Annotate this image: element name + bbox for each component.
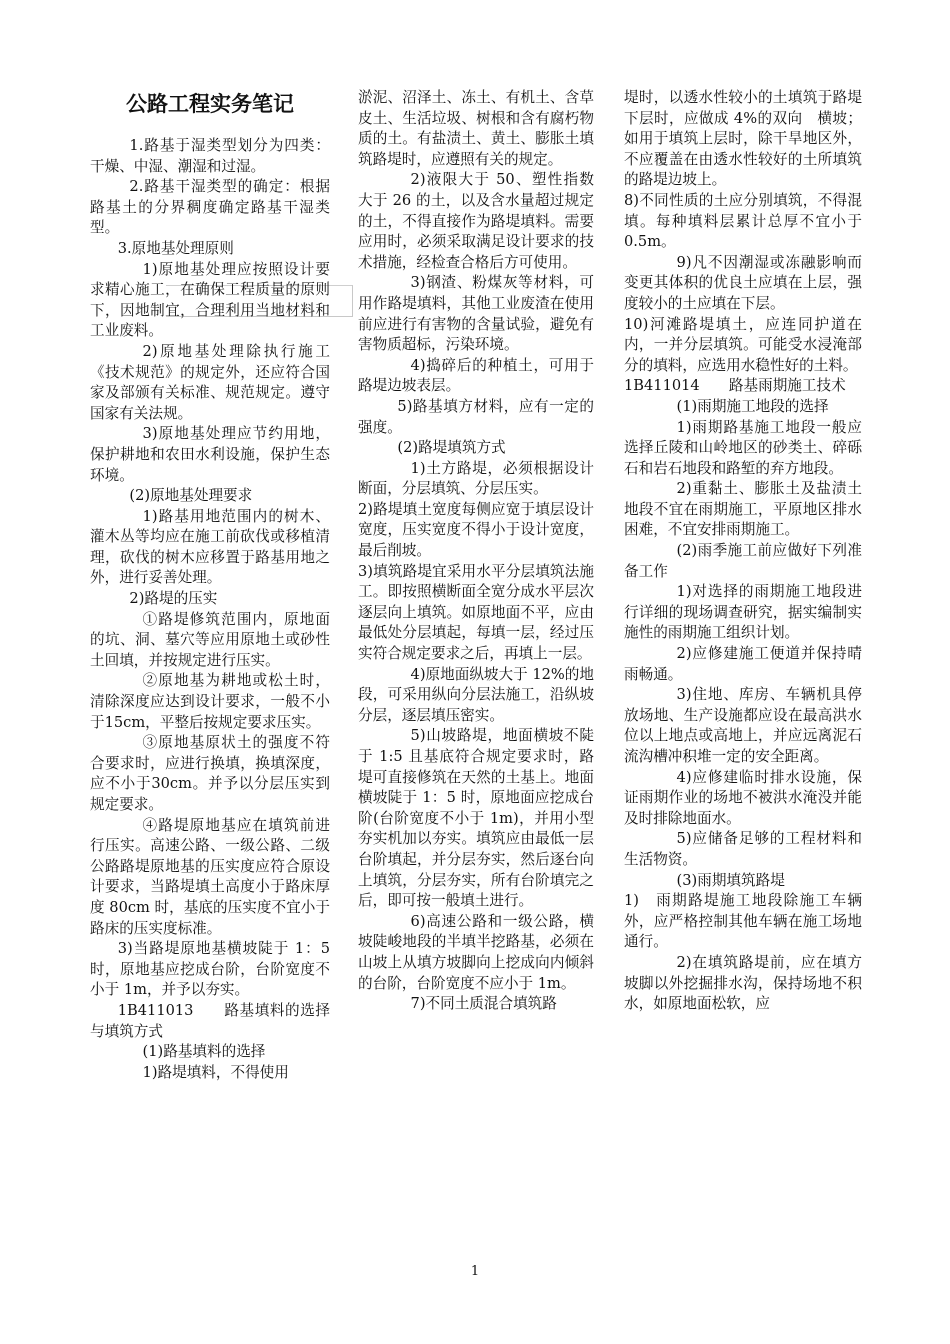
paragraph: ①路堤修筑范围内，原地面的坑、洞、墓穴等应用原地土或砂性土回填，并按规定进行压实。 [90, 610, 330, 669]
paragraph: 5)山坡路堤，地面横坡不陡于 1:5 且基底符合规定要求时，路堤可直接修筑在天然的土基上。地面横坡陡于 1：5 时，原地面应挖成台阶(台阶宽度不小于 1m)，并用小型夯实机加以夯实。填筑应由最低一层台阶填起，并分层夯实，然后逐台向上填筑，分层夯实，所有台阶填完之后，即可按一般填土进行。 [358, 727, 594, 910]
paragraph: 1)土方路堤，必须根据设计断面，分层填筑、分层压实。 [358, 459, 594, 498]
paragraph: 4)原地面纵坡大于 12%的地段，可采用纵向分层法施工，沿纵坡分层，逐层填压密实。 [358, 665, 594, 724]
paragraph: 堤时，以透水性较小的土填筑于路堤下层时，应做成 4%的双向 横坡；如用于填筑上层时，除干旱地区外，不应覆盖在由透水性较好的土所填筑的路堤边坡上。 [624, 89, 862, 189]
paragraph: 3)原地基处理应节约用地，保护耕地和农田水利设施，保护生态环境。 [90, 425, 330, 484]
paragraph: ④路堤原地基应在填筑前进行压实。高速公路、一级公路、二级公路路堤原地基的压实度应符合原设计要求，当路堤填土高度小于路床厚度 80cm 时，基底的压实度不宜小于路床的压实度标准。 [90, 816, 330, 937]
paragraph: 4)应修建临时排水设施，保证雨期作业的场地不被洪水淹没并能及时排除地面水。 [624, 768, 862, 827]
section-heading: 2)路堤的压实 [129, 590, 218, 608]
paragraph: 4)捣碎后的种植土，可用于路堤边坡表层。 [358, 356, 594, 395]
paragraph: 2)原地基处理除执行施工《技术规范》的规定外，还应符合国家及部颁有关标准、规范规定。遵守国家有关法规。 [90, 342, 330, 422]
paragraph: 2)应修建施工便道并保持晴雨畅通。 [624, 645, 862, 683]
paragraph: 2)液限大于 50、塑性指数大于 26 的土，以及含水量超过规定的土，不得直接作为路堤填料。需要应用时，必须采取满足设计要求的技术措施，经检查合格后方可使用。 [358, 171, 594, 271]
page-number: 1 [470, 1264, 480, 1279]
section-heading: (1)路基填料的选择 [142, 1043, 266, 1061]
paragraph: 3)当路堤原地基横坡陡于 1：5时，原地基应挖成台阶，台阶宽度不小于 1m，并予以夯实。 [90, 940, 330, 999]
section-heading: (2)原地基处理要求 [129, 487, 253, 505]
paragraph: 1)对选择的雨期施工地段进行详细的现场调查研究，据实编制实施性的雨期施工组织计划。 [624, 583, 862, 642]
section-heading: 1B411014 路基雨期施工技术 [624, 377, 846, 395]
paragraph: 9)凡不因潮湿或冻融影响而变更其体积的优良土应填在上层，强度较小的土应填在下层。 [624, 253, 862, 312]
section-heading: (1)雨期施工地段的选择 [676, 397, 829, 415]
paragraph: 3)住地、库房、车辆机具停放场地、生产设施都应设在最高洪水位以上地点或高地上，并应远离泥石流沟槽冲积堆一定的安全距离。 [624, 686, 862, 765]
paragraph: 1) 雨期路堤施工地段除施工车辆外，应严格控制其他车辆在施工场地通行。 [624, 892, 862, 951]
paragraph: 10)河滩路堤填土，应连同护道在内，一并分层填筑。可能受水浸淹部分的填料，应选用水稳性好的土料。 [624, 315, 862, 374]
paragraph: 2)重黏土、膨胀土及盐渍土地段不宜在雨期施工，平原地区排水困难，不宜安排雨期施工。 [624, 480, 862, 539]
section-heading: (2)雨季施工前应做好下列准备工作 [624, 542, 862, 580]
paragraph: 7)不同土质混合填筑路 [410, 995, 557, 1013]
section-heading: 1B411013 路基填料的选择与填筑方式 [90, 1001, 330, 1040]
paragraph: ②原地基为耕地或松土时，清除深度应达到设计要求，一般不小于15cm，平整后按规定要求压实。 [90, 672, 330, 731]
paragraph: 1)路堤填料，不得使用 [142, 1063, 289, 1081]
paragraph: 8)不同性质的土应分别填筑，不得混填。每种填料层累计总厚不宜小于 0.5m。 [624, 191, 862, 251]
section-heading: (3)雨期填筑路堤 [676, 871, 785, 889]
paragraph: 3)钢渣、粉煤灰等材料，可用作路堤填料，其他工业废渣在使用前应进行有害物的含量试验，避免有害物质超标，污染环境。 [358, 274, 594, 354]
paragraph: 2)在填筑路堤前，应在填方坡脚以外挖掘排水沟，保持场地不积水，如原地面松软，应 [624, 953, 862, 1013]
paragraph: 6)高速公路和一级公路，横坡陡峻地段的半填半挖路基，必须在山坡上从填方坡脚向上挖成向内倾斜的台阶，台阶宽度不应小于 1m。 [358, 912, 594, 992]
paragraph: ③原地基原状土的强度不符合要求时，应进行换填，换填深度，应不小于30cm。并予以分层压实到规定要求。 [90, 734, 330, 813]
paragraph: 1)原地基处理应按照设计要求精心施工，在确保工程质量的原则下，因地制宜，合理利用当地材料和工业废料。 [90, 260, 330, 340]
paragraph: 1)雨期路基施工地段一般应选择丘陵和山岭地区的砂类土、碎砾石和岩石地段和路堑的弃方地段。 [624, 418, 862, 477]
paragraph: 1.路基于湿类型划分为四类：干燥、中湿、潮湿和过湿。 [90, 137, 330, 175]
section-heading: 3.原地基处理原则 [117, 239, 234, 257]
paragraph: 3)填筑路堤宜采用水平分层填筑法施工。即按照横断面全宽分成水平层次逐层向上填筑。如原地面不平，应由最低处分层填起，每填一层，经过压实符合规定要求之后，再填上一层。 [358, 562, 594, 663]
paragraph: 5)路基填方材料，应有一定的强度。 [358, 397, 594, 436]
paragraph: 1)路基用地范围内的树木、灌木丛等均应在施工前砍伐或移植清理，砍伐的树木应移置于路基用地之外，进行妥善处理。 [90, 507, 330, 587]
page-title: 公路工程实务笔记 [126, 92, 294, 116]
paragraph: 淤泥、沼泽土、冻土、有机土、含草皮土、生活垃圾、树根和含有腐朽物质的土。有盐渍土、黄土、膨胀土填筑路堤时，应遵照有关的规定。 [358, 89, 594, 168]
column-1 [90, 88, 330, 1083]
column-3 [624, 88, 862, 1015]
paragraph: 2)路堤填土宽度每侧应宽于填层设计宽度，压实宽度不得小于设计宽度，最后削坡。 [358, 500, 594, 560]
paragraph: 5)应储备足够的工程材料和生活物资。 [624, 830, 862, 868]
section-heading: (2)路堤填筑方式 [397, 439, 506, 457]
paragraph: 2.路基干湿类型的确定：根据路基土的分界稠度确定路基干湿类型。 [90, 178, 330, 237]
column-2 [358, 88, 594, 1015]
